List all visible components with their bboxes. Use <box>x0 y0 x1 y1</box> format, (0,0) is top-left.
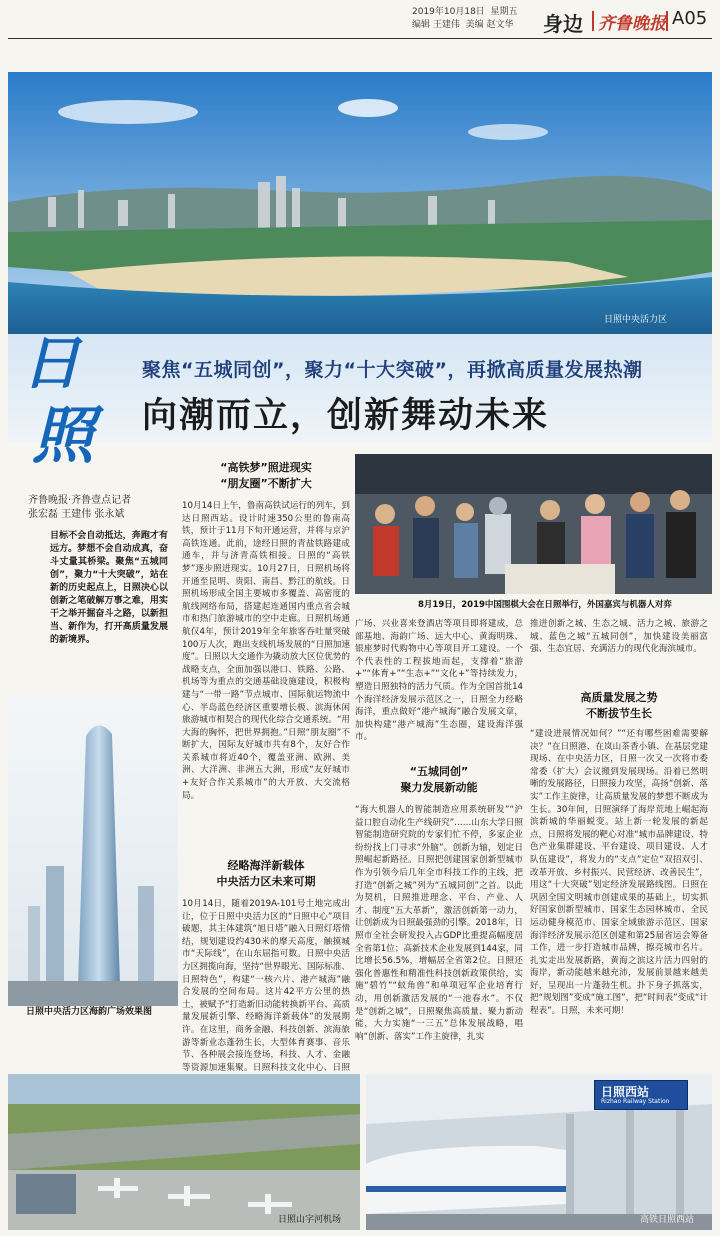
heading-line: 中央活力区未来可期 <box>216 875 316 888</box>
article-text: “建设进展情况如何？”“还有哪些困难需要解决？”在日照港、在岚山茶香小镇、在基层党建现场、在中央活力区，日照一次又一次将市委常委（扩大）会议搬到发展现场。沿着已然明晰的发展路径，日照接力攻坚，高扬“创新、落实”工作主旋律，让高质量发展的梦想不断成为生长。30年间，日照演绎了海岸荒地上崛起海滨新城的华丽蜕变。站上新一轮发展的新起点，日照将发展的靶心对准“城市品牌建设、特色产业集群建设、平台建设、项目建设、人才队伍建设”，将发力的“支点”定位“双招双引、改革开放、乡村振兴、民营经济、改善民生”，用这“十大突破”划定经济发展路线图。日照在巩固全国文明城市创建成果的基础上，切实抓好国家创新型城市、国家生态园林城市、全民运动健身模范市、国家全域旅游示范区、国家海洋经济发展示范区创建和第25届省运会筹备工作，进一步打造城市品牌，擦亮城市名片。扎实走出发展新路，黄海之滨这片活力四射的海岸，新动能越来越充沛，发展前景越来越美好，呈现出一片蓬勃生机。扑下身子抓落实，把“规划图”变成“施工图”，把“时间表”变成“计程表”。日照，未来可期！ <box>530 729 708 1017</box>
skyscraper-rendering-photo <box>8 696 178 1006</box>
article-text: 10月14日上午，鲁南高铁试运行的列车，到达日照西站。设计时速350公里的鲁南高铁，预计于11月下旬开通运营，并将与京沪高铁连通。此前，途经日照的青盐铁路建成通车，并与济青高铁相接。日照的“高铁梦”逐步照进现实。10月27日，日照机场将开通至昆明、贵阳、南昌、黔江的航线。日照机场形成全国主要城市多覆盖、高密度的航线网络布局，搭建起连通国内重点省会城市和热门旅游城市的空中走廊。日照机场通航仅4年，预计2019年全年旅客吞吐量突破100万人次，跑出支线机场发展的“日照加速度”。日照以大交通作为撬动放大区位优势的战略支点，全面加强以港口、铁路、公路、机场等为重点的交通基础设施建设，积极构建与“一带一路”节点城市、国际航运物流中心、半岛蓝色经济区重要增长极、滨海休闲旅游城市相契合的现代化综合交通系统。“用大海的胸怀，把世界拥抱。”日照“朋友圈”不断扩大，国际友好城市共有8个，友好合作关系城市将近40个，覆盖亚洲、欧洲、美洲、大洋洲、非洲五大洲，形成“友好城市+友好合作关系城市”的大开放、大交流格局。 <box>182 501 350 801</box>
heading-line: “五城同创” <box>409 765 469 778</box>
byline-org: 齐鲁晚报·齐鲁壹点记者 <box>28 495 132 506</box>
station-sign <box>594 1080 688 1110</box>
article-text: 广场、兴业喜来登酒店等项目即将建成，总部基地、海韵广场、远大中心、黄海明珠、银座梦时代购物中心等项目开工建设。一个个代表性的工程拔地而起，支撑着“旅游+”“体育+”“生态+”“文化+”等持续发力，塑造日照独特的活力气质。作为全国首批14个海洋经济发展示范区之一，日照全力经略海洋，重点做好“港产城海”融合发展文章，加快构建“港产城海”生态圈，建设海洋强市。 <box>355 619 523 743</box>
photo-caption: 高铁日照西站 <box>640 1215 695 1225</box>
section-heading <box>355 764 523 796</box>
article-text: 推进创新之城、生态之城、活力之城、旅游之城、蓝色之城“五城同创”，加快建设美丽富强、生态宜居、充满活力的现代化海滨城市。 <box>530 619 708 655</box>
section-heading <box>182 858 350 890</box>
heading-line: 高质量发展之势 <box>580 691 658 704</box>
newspaper-logo: 齐鲁晚报 <box>598 14 666 34</box>
city-name-char: 照 <box>32 399 95 472</box>
heading-line: 经略海洋新载体 <box>227 859 305 872</box>
article-text: 10月14日，随着2019A-101号土地完成出让，位于日照中央活力区的“日照中心”项目破题，其主体建筑“旭日塔”融入日照灯塔情结，规划建设约430米的摩天高度，触摸城市“天际线”，在山东屈指可数。日照中央活力区拥揽向海，坚持“世界眼光、国际标准、日照特色”，构建“一核六片、港产城海”融合发展的空间布局。这片42平方公里的热土，被赋予“打造新旧动能转换新平台、高质量发展新引擎、经略海洋新载体”的发展期许。在这里，商务金融、科技创新、滨海旅游等新业态蓬勃生长，大型体育赛事、音乐节、各种展会接连登场，科技、人才、金融等资源加速集聚。日照科技文化中心、日照 <box>182 899 350 1073</box>
station-sign-english: Rizhao Railway Station <box>601 1098 670 1105</box>
issue-date: 2019年10月18日 星期五 <box>412 7 518 17</box>
header-divider <box>666 11 668 31</box>
photo-caption: 日照中央活力区海韵广场效果图 <box>26 1007 153 1017</box>
station-sign-chinese: 日照西站 <box>601 1085 650 1099</box>
city-coastline-photo <box>8 72 712 334</box>
page-number: A05 <box>672 8 708 29</box>
heading-line: “朋友圈”不断扩大 <box>220 477 312 490</box>
photo-caption: 日照山字河机场 <box>278 1215 342 1225</box>
article-text: “海大机器人的智能制造应用系统研发”“沪益口腔自动化生产线研究”……山东大学日照智能制造研究院的专家们忙不停，多家企业纷纷找上门寻求“外脑”。创新为轴，划定日照崛起新路径。日照把创建国家创新型城市作为引领今后几年全市科技工作的主线，把打造“创新之城”列为“五城同创”之首。以此为契机，日照推进理念、平台、产业、人才、制度“五大革新”，激活创新第一动力，让创新成为日照最强劲的引擎。2018年，日照市全社会研发投入占GDP比重提高幅度居全省第1位；高新技术企业发展到144家，同比增长56.5%，增幅居全省第2位。日照还强化普惠性和精准性科技创新政策供给，实施“碧竹”“蚁角兽”和单项冠军企业培育行动，用创新激活发展的“一池春水”。不仅是“创新之城”，日照聚焦高质量、聚力新动能，大力实施“一三五”总体发展战略，唱响“创新、落实”工作主旋律，扎实 <box>355 805 523 1042</box>
airport-aerial-photo <box>8 1074 360 1230</box>
subheadline: 聚焦“五城同创”，聚力“十大突破”，再掀高质量发展热潮 <box>142 359 643 381</box>
go-robot-event-photo <box>355 454 712 594</box>
headline: 向潮而立，创新舞动未来 <box>142 395 550 436</box>
lead-paragraph: 目标不会自动抵达，奔跑才有远方。梦想不会自动成真，奋斗丈量其桥梁。聚焦“五城同创”，聚力“十大突破”，站在新的历史起点上，日照决心以创新之笔破解万事之难，用实干之举开掘奋斗之路，以新担当、新作为，打开高质量发展的新境界。 <box>50 531 168 645</box>
heading-line: “高铁梦”照进现实 <box>220 461 312 474</box>
editor-credits: 编辑 王建伟 美编 赵文华 <box>412 20 514 30</box>
section-heading <box>182 460 350 492</box>
heading-line: 聚力发展新动能 <box>400 781 478 794</box>
byline <box>28 494 168 522</box>
heading-line: 不断拔节生长 <box>586 707 652 720</box>
city-name-char: 日 <box>22 329 81 397</box>
section-title: 身边 <box>543 12 583 36</box>
photo-caption: 8月19日，2019中国围棋大会在日照举行，外国嘉宾与机器人对弈 <box>418 600 672 610</box>
photo-caption: 日照中央活力区 <box>604 315 668 325</box>
section-heading <box>530 690 708 722</box>
header-meta <box>412 6 518 32</box>
byline-reporters: 张宏磊 王建伟 张永斌 <box>28 509 125 520</box>
header-divider <box>592 11 594 31</box>
header-rule <box>8 38 712 39</box>
